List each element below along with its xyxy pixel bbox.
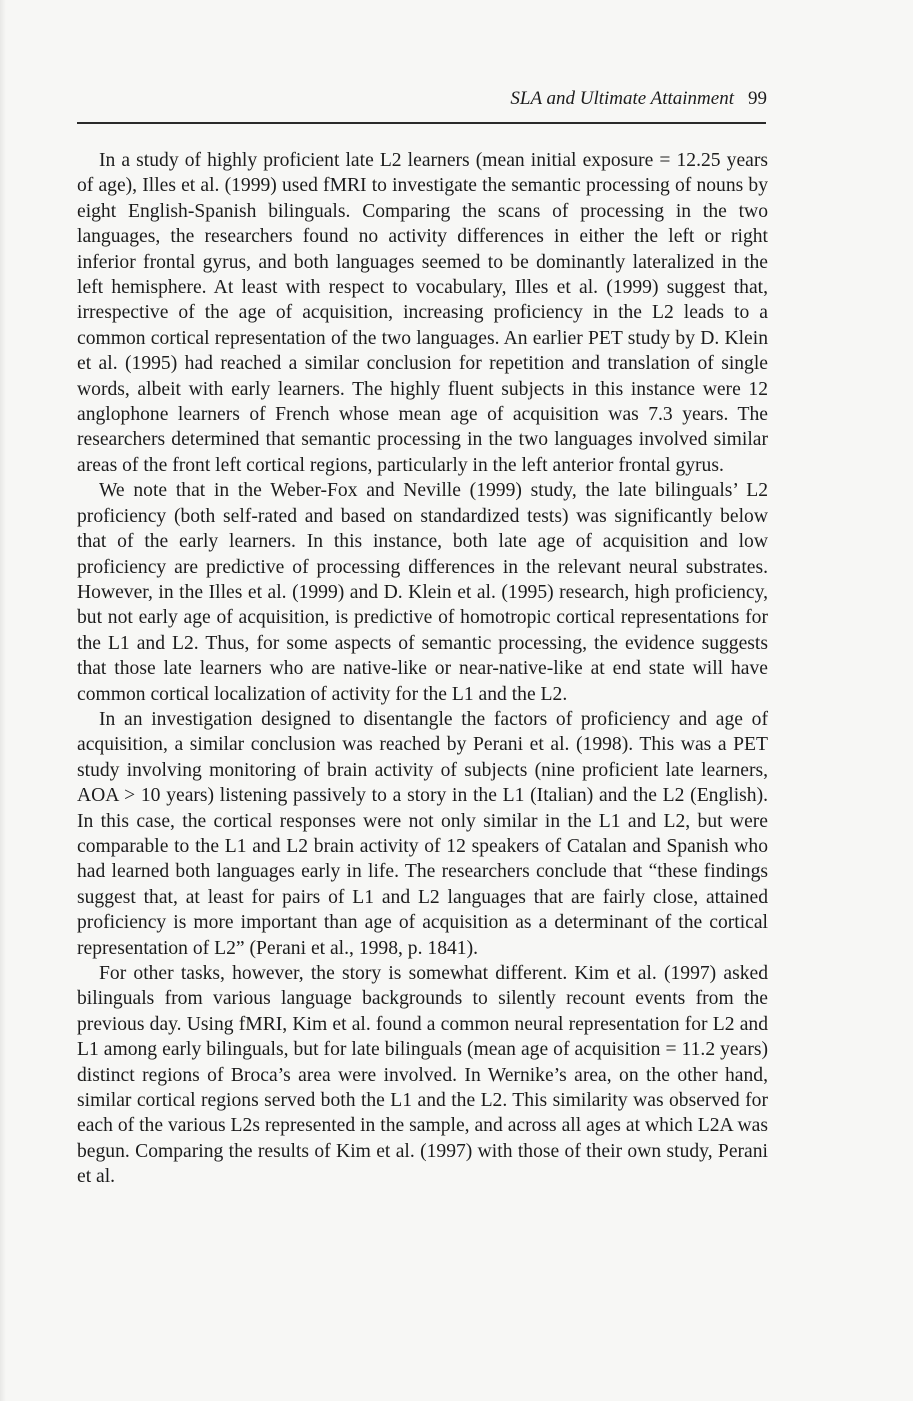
running-head [77,88,767,118]
paragraph: In a study of highly proficient late L2 learners (mean initial exposure = 12.25 years of age), Illes et al. (1999) used fMRI to investigate the semantic processing of nouns by eight English-Spanish bilinguals. Comparing the scans of processing in the two languages, the researchers found no activity differences in either the left or right inferior frontal gyrus, and both languages seemed to be dominantly lateralized in the left hemisphere. At least with respect to vocabulary, Illes et al. (1999) suggest that, irrespective of the age of acquisition, increasing proficiency in the L2 leads to a common cortical representation of the two languages. An earlier PET study by D. Klein et al. (1995) had reached a similar conclusion for repetition and translation of single words, albeit with early learners. The highly fluent subjects in this instance were 12 anglophone learners of French whose mean age of acquisition was 7.3 years. The researchers determined that semantic processing in the two languages involved similar areas of the front left cortical regions, particularly in the left anterior frontal gyrus. [77,150,768,476]
body-text [77,148,768,1190]
running-head-title: SLA and Ultimate Attainment [510,88,734,109]
paragraph: For other tasks, however, the story is somewhat different. Kim et al. (1997) asked bilinguals from various language backgrounds to silently recount events from the previous day. Using fMRI, Kim et al. found a common neural representation for L2 and L1 among early bilinguals, but for late bilinguals (mean age of acquisition = 11.2 years) distinct regions of Broca’s area were involved. In Wernike’s area, on the other hand, similar cortical regions served both the L1 and the L2. This similarity was observed for each of the various L2s represented in the sample, and across all ages at which L2A was begun. Comparing the results of Kim et al. (1997) with those of their own study, Perani et al. [77,963,768,1188]
paragraph: In an investigation designed to disentangle the factors of proficiency and age of acquisition, a similar conclusion was reached by Perani et al. (1998). This was a PET study involving monitoring of brain activity of subjects (nine proficient late learners, AOA > 10 years) listening passively to a story in the L1 (Italian) and the L2 (English). In this case, the cortical responses were not only similar in the L1 and L2, but were comparable to the L1 and L2 brain activity of 12 speakers of Catalan and Spanish who had learned both languages early in life. The researchers conclude that “these findings suggest that, at least for pairs of L1 and L2 languages that are fairly close, attained proficiency is more important than age of acquisition as a determinant of the cortical representation of L2” (Perani et al., 1998, p. 1841). [77,708,768,959]
paragraph: We note that in the Weber-Fox and Neville (1999) study, the late bilinguals’ L2 proficiency (both self-rated and based on standardized tests) was significantly below that of the early learners. In this instance, both late age of acquisition and low proficiency are predictive of processing differences in the relevant neural substrates. However, in the Illes et al. (1999) and D. Klein et al. (1995) research, high proficiency, but not early age of acquisition, is predictive of homotropic cortical representations for the L1 and L2. Thus, for some aspects of semantic processing, the evidence suggests that those late learners who are native-like or near-native-like at end state will have common cortical localization of activity for the L1 and the L2. [77,480,768,705]
page-number: 99 [748,88,767,109]
page-edge-shadow [0,0,6,1401]
header-rule [77,122,766,124]
